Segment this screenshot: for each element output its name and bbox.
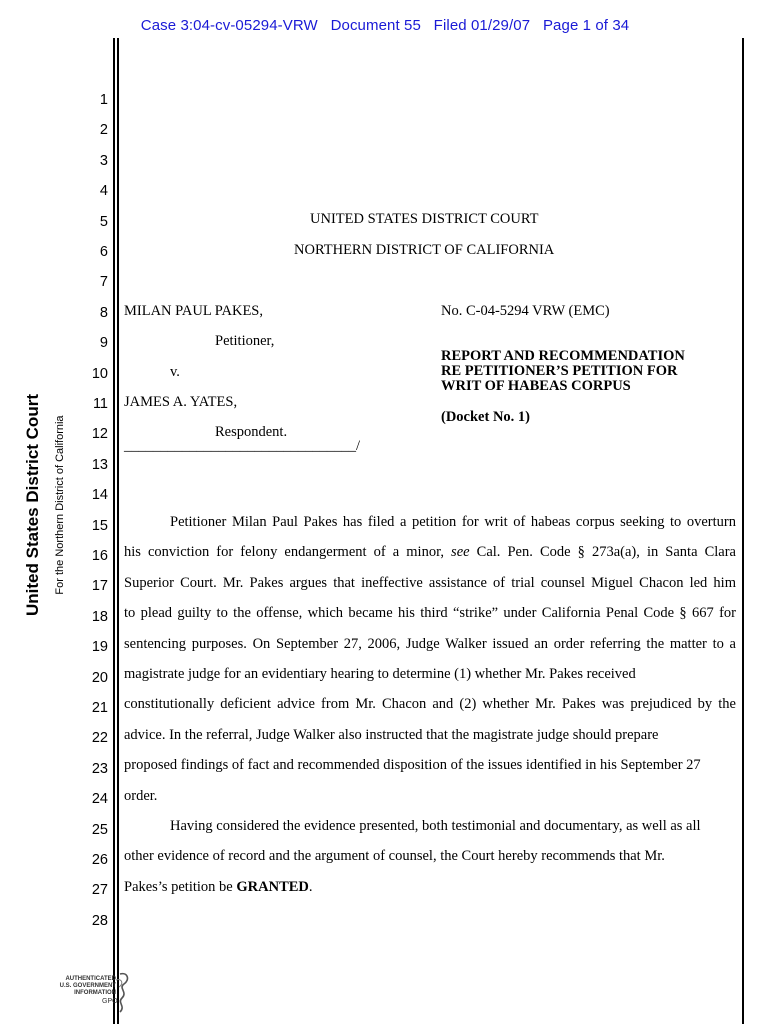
gpo-mark: GPO [102,998,118,1005]
line-number: 19 [91,639,108,656]
line-number: 12 [91,426,108,443]
seal-text: AUTHENTICATED U.S. GOVERNMENT INFORMATION [59,976,116,996]
left-margin-rule-outer [113,38,115,1024]
document-title-line-1: REPORT AND RECOMMENDATION [441,348,685,364]
line-number: 4 [99,183,108,200]
petitioner-role: Petitioner, [215,333,275,349]
body-line: advice. In the referral, Judge Walker also instructed that the magistrate judge should prepare [124,727,659,743]
right-margin-rule [742,38,744,1024]
line-number: 11 [92,396,108,412]
line-number: 27 [91,882,108,899]
body-line: to plead guilty to the offense, which became his third “strike” under California Penal Code § 667 for [124,605,736,621]
line-number: 28 [91,912,108,929]
body-line: his conviction for felony endangerment of a minor, see Cal. Pen. Code § 273a(a), in Santa Clara [124,544,736,560]
gpo-authentication-seal [40,970,130,1015]
line-number: 10 [91,365,108,382]
line-number: 13 [91,456,108,473]
line-number: 20 [91,669,108,686]
body-line: proposed findings of fact and recommended disposition of the issues identified in his September 27 [124,757,701,773]
citation-signal: see [451,544,470,560]
body-line: magistrate judge for an evidentiary hearing to determine (1) whether Mr. Pakes received [124,666,636,682]
line-number: 1 [99,92,108,108]
caption-underline: ________________________________/ [124,438,361,454]
line-number: 18 [91,608,108,625]
line-number: 7 [99,274,108,291]
line-number: 14 [91,487,108,504]
case-number: No. C-04-5294 VRW (EMC) [441,303,610,319]
docket-reference: (Docket No. 1) [441,409,530,425]
body-line: sentencing purposes. On September 27, 2006, Judge Walker issued an order referring the matter to a [124,636,736,652]
body-line: Pakes’s petition be GRANTED. [124,879,313,895]
line-number: 3 [99,152,108,169]
line-number: 17 [91,578,108,595]
body-line: Superior Court. Mr. Pakes argues that ineffective assistance of trial counsel Miguel Chacon led him [124,575,736,591]
line-number: 6 [99,244,108,260]
line-number: 22 [91,730,108,747]
respondent-name: JAMES A. YATES, [124,394,238,410]
line-number: 5 [99,213,108,230]
versus: v. [170,364,180,380]
line-number: 9 [99,335,108,352]
line-number: 26 [91,852,108,868]
line-number: 16 [91,548,108,564]
sidebar-district-name: For the Northern District of California [54,415,66,595]
line-number: 23 [91,760,108,777]
body-line: Having considered the evidence presented, both testimonial and documentary, as well as all [170,818,701,834]
court-name: UNITED STATES DISTRICT COURT [310,211,539,227]
line-number: 24 [91,791,108,808]
petitioner-name: MILAN PAUL PAKES, [124,303,263,319]
line-number: 25 [91,821,108,838]
body-line: order. [124,788,158,804]
eagle-seal-icon [106,970,136,1015]
line-number: 8 [99,304,108,321]
body-line: constitutionally deficient advice from Mr. Chacon and (2) whether Mr. Pakes was prejudiced by the [124,696,736,712]
body-line: Petitioner Milan Paul Pakes has filed a petition for writ of habeas corpus seeking to overturn [170,514,736,530]
document-title-line-2: RE PETITIONER’S PETITION FOR [441,363,678,379]
respondent-role: Respondent. [215,424,288,440]
document-title-line-3: WRIT OF HABEAS CORPUS [441,378,631,394]
line-number: 21 [91,700,108,716]
body-line: other evidence of record and the argument of counsel, the Court hereby recommends that Mr. [124,848,665,864]
sidebar-court-name: United States District Court [23,394,42,616]
line-number: 15 [91,517,108,534]
left-margin-rule-inner [117,38,119,1024]
case-header-stamp: Case 3:04-cv-05294-VRW Document 55 Filed 01/29/07 Page 1 of 34 [140,17,630,34]
line-number: 2 [99,122,108,139]
disposition-granted: GRANTED [236,879,309,895]
district-name: NORTHERN DISTRICT OF CALIFORNIA [294,242,555,258]
